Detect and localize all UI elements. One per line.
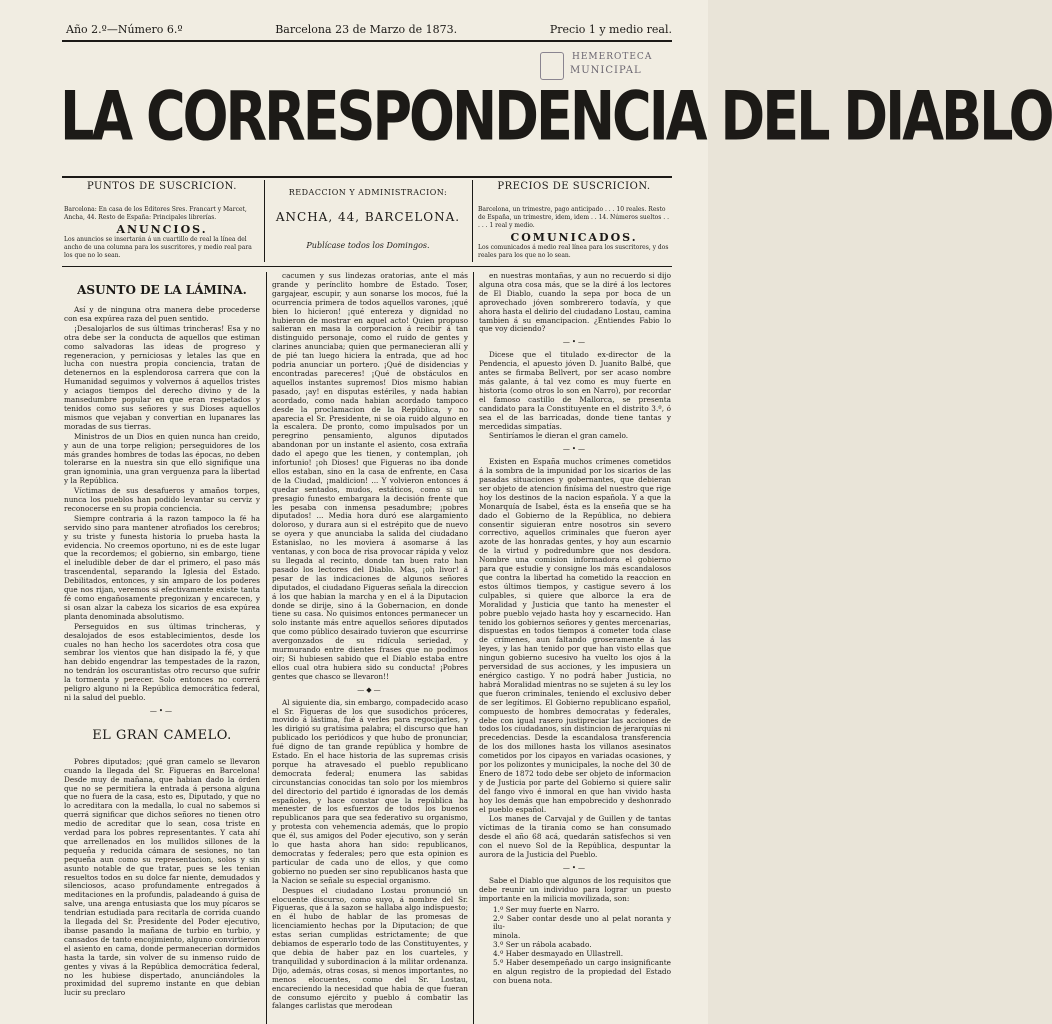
ads-body: Los anuncios se insertarán á un cuartillo de real la línea del ancho de una columna para los suscritores, y medio real para los que no lo sean. (64, 236, 252, 259)
list-item: minola. (493, 931, 521, 941)
prices-body: Barcelona, un trimestre, pago anticipado . . . 10 reales. Resto de España, un trimestre, idem, idem . . 14. Números sueltos . . . . . 1 real y medio. (478, 206, 669, 229)
stamp-line-2: MUNICIPAL (570, 65, 642, 76)
column-2 (272, 272, 468, 1024)
list-item: 3.º Ser un rábola acabado. (493, 940, 592, 950)
list-item: 4.º Haber desmayado en Ullastrell. (493, 949, 624, 959)
paragraph: Dicese que el titulado ex-director de la Pendencia, el apuesto jóven D. Juanito Balbé, que antes se firmaba Bellvert, por ser acaso nombre más galante, á tal vez como es muy fuerte en historia (como otros lo son en Narro), por recordar el famoso castillo de Mallorca, se presenta candidato para la Constituyente en el distrito 3.º, ó sea el de las barricadas, donde tiene tantas y mercedidas simpatías. (479, 350, 671, 431)
paragraph: Despues el ciudadano Lostau pronunció un elocuente discurso, como suyo, á nombre del Sr. Figueras, que á la sazon se hallaba algo indispuesto; en él hubo de hablar de las promesas de licenciamiento hechas por la Diputacion; de que estas serian cumplidas estrictamente; de que debiamos de esperarlo todo de las Constituyentes, y que debia de haber paz en los cuarteles, y tranquilidad y subordinacion á la militar ordenanza. Dijo, además, otras cosas, si menos importantes, no menos elocuentes, como del Sr. Lostau, encareciendo la necesidad que habia de que fueran de consumo ejército y pueblo á combatir las falanges carlistas que merodean (272, 885, 468, 1011)
masthead-rule (62, 176, 672, 178)
ornament-divider: —•— (562, 445, 588, 454)
issue-line (66, 20, 672, 38)
ornament-divider: —•— (562, 338, 588, 347)
communiques-body: Los comunicados á medio real línea para los suscritores, y dos reales para los que no lo sean. (478, 244, 669, 259)
paragraph: cacumen y sus lindezas oratorias, ante el más grande y perínclito hombre de Estado. Toser, gargajear, escupir, y aun sonarse los mocos, fué la ocurrencia primera de todos aquellos varones, ¡qué bien lo hicieron! ¡qué entereza y dignidad no hubieron de mostrar en aquel acto! Quien propuso salieran en masa la corporacion á recibir á tan distinguido personaje, como el ruido de gentes y clarines anunciaba; quien que permanecieran allí y de pié tan luego hiciera la entrada, que ad hoc podria anunciar un portero. ¡Qué de disidencias y encontradas pareceres! ¡Qué de obstáculos en aquellos instantes supremos! Dios mismo habian pasado, ¡ay! en disputas estériles, y nada habian acordado, como nada habian acordado tampoco desde la proclamacion de la República, y no aparecia el Sr. Presidente, ni se oia ruido alguno en la escalera. De pronto, como impulsados por un peregrino pensamiento, algunos diputados abandonan por un instante el asiento, cosa extraña dado el apego que les tienen, y contemplan, ¡oh infortunio! ¡oh Dioses! que Figueras no iba donde ellos estaban, sino en la casa de enfrente, en Casa de la Ciudad, ¡maldicion! ... Y volvieron entonces á quedar sentados, mudos, estáticos, como si un presagio funesto embargara la decisión frente que les pesaba con inmensa pesadumbre; ¡pobres diputados! ... Media hora duró ese alargamiento doloroso, y durara aun si el estrépito que de nuevo se oyera y que anunciaba la salida del ciudadano Estanislao, no les moviera á asomarse á las ventanas, y con boca de risa provocar rápida y veloz su llegada al recinto, donde tan buen rato han pasado los lectores del Diablo. Mas, ¡oh livor! á pesar de las indicaciones de algunos señores diputados, el ciudadano Figueras señala la direccion á los que habian la marcha y en el á la Diputacion donde se dirije, sino á la Gobernacion, en donde tiene su casa. No quisimos entonces permanecer un solo instante más entre aquellos señores diputados que como público desairado tuvieron que escurrirse avergonzados de su ridícula seriedad, y murmurando entre dientes frases que no podimos oir; Si hubiesen sabido que el Diablo estaba entre ellos cual otra hubiera sido su conducta! ¡Pobres gentes que chasco se llevaron!! (272, 271, 468, 681)
publication-note: Publícase todos los Domingos. (306, 241, 430, 250)
paragraph: Existen en España muchos crímenes cometidos á la sombra de la impunidad por los sicarios de las pasadas situaciones y gobernantes, que debieran ser objeto de atencion finísima del nuestro que rige hoy los destinos de la nacion española. Y a que la Monarquía de Isabel, ésta es la enseña que se ha dado el Gobierno de la República, no debiera consentir siguieran entre nosotros sin severo correctivo, aquellos criminales que fueron ayer azote de las honradas gentes, y hoy aun escarnio de la virtud y podredumbre que nos desdora. Nombre una comision informadora el gobierno para que estudie y consigne los más escandalosos que contra la libertad ha cometido la reaccion en estos últimos tiempos, y castigue severo á los culpables, si quiere que alborce la era de Moralidad y Justicia que tanto ha menester el pobre pueblo vejado hasta hoy y escarnecido. Han tenido los gobiernos señores y gentes mercenarias, dispuestas en todos tiempos á cometer toda clase de crímenes, aun faltando groseramente á las leyes, y las han tenido por que han visto ellas que ningun gobierno sucesivo ha vuelto los ojos á la perversidad de sus acciones, y les impusiera un enérgico castigo. Y no podrá haber Justicia, no habrá Moralidad mientras no se sujeten á su ley los que fueron criminales, teniendo el exclusivo deber de ser legítimos. El Gobierno republicano español, compuesto de hombres democratas y federales, debe con igual rasero justipreciar las acciones de todos los ciudadanos, sin distincion de jerarquías ni precedencias. Desde la escandalosa transferencia de los dos millones hasta los villanos asesinatos cometidos por los cipayos en variadas ocasiones, y por los polizontes y municipales, la noche del 30 de Enero de 1872 todo debe ser objeto de informacion y de Justicia por parte del Gobierno si quiere salir del fango vivo é inmoral en que han vivido hasta hoy los demás que han empobrecido y deshonrado el pueblo español. (479, 457, 671, 814)
paragraph: Los manes de Carvajal y de Guillen y de tantas víctimas de la tirania como se han consumado desde el año 68 acá, quedarán satisfechos si ven con el nuevo Sol de la República, despuntar la aurora de la Justicia del Pueblo. (479, 814, 671, 860)
ads-title: ANUNCIOS. (116, 223, 208, 236)
prices-title: PRECIOS DE SUSCRICION. (497, 181, 651, 192)
column-1 (64, 272, 260, 1024)
paragraph: ¡Desalojarlos de sus últimas trincheras! Esa y no otra debe ser la conducta de aquellos que estiman como salvadoras las ideas de progreso y regeneracion, y perniciosas y letales las que en lucha con nuestra propia conciencia, tratan de detenernos en la esplendorosa carrera que con la Humanidad seguimos y volvernos á aquellos tristes y aciagos tiempos del derecho divino y de la mansedumbre popular en que eran respetados y tenidos como sus señores y sus Dioses aquellos mismos que vejaban y convertian en lupanares las moradas de sus tierras. (64, 323, 260, 431)
place-date: Barcelona 23 de Marzo de 1873. (275, 22, 458, 36)
paragraph: Perseguidos en sus últimas trincheras, y desalojados de esos establecimientos, desde los cuales no han hecho los sacerdotes otra cosa que sembrar los vientos que han disipado la fé, y que han debido engendrar las tempestades de la razon, no tendrán los oscurantistas otro recurso que sufrir la tormenta y perecer. Solo entonces no correrá peligro alguno ni la República democrática federal, ni la salud del pueblo. (64, 621, 260, 702)
paragraph: Sentiríamos le dieran el gran camelo. (489, 431, 629, 441)
top-rule (62, 40, 672, 42)
redaction-title: REDACCION Y ADMINISTRACION: (288, 188, 448, 197)
price: Precio 1 y medio real. (549, 22, 672, 36)
column-3 (479, 272, 671, 1024)
paragraph: Siempre contraria á la razon tampoco la fé ha servido sino para mantener atrofiados los cerebros; y su triste y funesta historia lo prueba hasta la evidencia. No creemos oportuno, ni es de este lugar que la recordemos; el gobierno, sin embargo, tiene el ineludible deber de dar el primero, el paso más trascendental, separando la Iglesia del Estado. Debilitados, entonces, y sin amparo de los poderes que nos rijan, veremos si efectivamente existe tanta fé como engañosamente pregonizan y encarecen, y si osan alzar la cabeza los sicarios de esa expúrea planta denominada absolutismo. (64, 513, 260, 621)
paragraph: Pobres diputados; ¡qué gran camelo se llevaron cuando la llegada del Sr. Figueras en Barcelona! Desde muy de mañana, que habian dado la órden que no se permitiera la entrada á persona alguna que no fuera de la casa, esto es, Diputado, y que no lo acreditara con la medalla, lo cual no sabemos si querrá significar que dichos señores no tienen otro medio de acreditar que lo sean, cosa triste en verdad para los pobres representantes. Y cata ahí que arrellenados en los mullidos sillones de la pequeña y reducida cámara de sesiones, no tan pequeña aun como su representacion, solos y sin asunto notable de que tratar, pues se les tenian resueltos todos en su dolce far niente, demudados y silenciosos, acaso profundamente entregados á meditaciones en la profundis, paladeando á guisa de salve, una arenga entusiasta que los muy pícaros se tendrian estudiada para recitarla de corrida cuando la llegada del Sr. Presidente del Poder ejecutivo, ibanse pasando la mañana de turbio en turbio, y cansados de tanto encojimiento, alguno convirtieron el asiento en cama, donde permanecerian dormidos hasta la tarde, sin volver de su inmenso ruido de gentes y vivas á la República democrática federal, no les hubiese dispertado, anunciándoles la proximidad del supremo instante en que debian lucir su preclaro (64, 756, 260, 998)
ornament-divider: —•— (149, 706, 175, 715)
ornament-divider: —◆— (357, 685, 383, 694)
paragraph: Así y de ninguna otra manera debe procederse con esa expúrea raza del puen sentido. (64, 305, 260, 323)
stamp-line-1: HEMEROTECA (572, 52, 653, 62)
paragraph: en nuestras montañas, y aun no recuerdo si dijo alguna otra cosa más, que se la diré á los lectores de El Diablo, cuando la sepa por boca de un aprovechado jóven sombrerero todavía, y que ahora hasta el delirio del ciudadano Lostau, camina tambien á su emancipacion. ¿Entiendes Fabio lo que voy diciendo? (479, 271, 671, 334)
ornament-divider: —•— (562, 864, 588, 872)
list-item: 5.º Haber desempeñado un cargo insignificante en algun registro de la propiedad del Estado con buena nota. (493, 958, 671, 985)
requirements-list (493, 906, 671, 986)
paragraph: Al siguiente dia, sin embargo, compadecido acaso el Sr. Figueras de los que susodichos próceres, movido á lástima, fué á verles para regocijarles, y les dirigió su gratísima palabra; el discurso que han publicado los periódicos y que hubo de pronunciar, fué digno de tan grande república y hombre de Estado. En el hace historia de las supremas crisis porque ha atravesado el pueblo republicano democrata federal; enumera las sabidas circunstancias conocidas tan solo por los miembros del directorio del partido é ignoradas de los demás españoles, y hace constar que la república ha menester de los esfuerzos de todos los buenos republicanos para que sea federativo su organismo, y protesta con vehemencia además, que lo propio que él, sus amigos del Poder ejecutivo, son y serán lo que hasta ahora han sido: republicanos, democratas y federales; pero que esta opinion es particular de cada uno de ellos, y que como gobierno no pueden ser sino republicanos hasta que la Nacion se señale su especial organismo. (272, 697, 468, 885)
subscription-points-title: PUNTOS DE SUSCRICION. (87, 181, 237, 192)
list-item: 1.º Ser muy fuerte en Narro. (493, 904, 600, 914)
info-divider-2 (472, 180, 473, 262)
paragraph: Sabe el Diablo que algunos de los requisitos que debe reunir un individuo para lograr un puesto importante en la milicia movilizada, son: (479, 875, 671, 903)
column-divider-2 (473, 272, 474, 1024)
redaction-address: ANCHA, 44, BARCELONA. (275, 210, 461, 224)
info-right (478, 180, 670, 262)
info-rule (62, 266, 672, 267)
info-divider-1 (264, 180, 265, 262)
subscription-points-body: Barcelona: En casa de los Editores Sres. Francart y Marcet, Ancha, 44. Resto de España: Principales librerías. (64, 206, 247, 221)
issue-number: Año 2.º—Número 6.º (66, 22, 183, 36)
column-divider-1 (266, 272, 267, 1024)
paragraph: Ministros de un Dios en quien nunca han creido, y aun de una torpe religion; perseguidores de los más grandes hombres de todas las épocas, no deben tolerarse en la nuestra sin que ello signifique una gran ignominia, una gran verguenza para la libertad y la República. (64, 431, 260, 486)
article-heading-lamina: ASUNTO DE LA LÁMINA. (77, 283, 247, 297)
info-center (270, 180, 466, 262)
communiques-title: COMUNICADOS. (510, 231, 638, 244)
list-item: 2.º Saber contar desde uno al pelat noranta y ilu- (493, 913, 671, 932)
article-heading-camelo: EL GRAN CAMELO. (92, 727, 232, 743)
masthead-title: LA CORRESPONDENCIA DEL DIABLO (60, 77, 1052, 156)
info-left (64, 180, 260, 262)
paragraph: Víctimas de sus desafueros y amaños torpes, nunca los pueblos han podido levantar su cerviz y reconocerse en su propia conciencia. (64, 486, 260, 513)
